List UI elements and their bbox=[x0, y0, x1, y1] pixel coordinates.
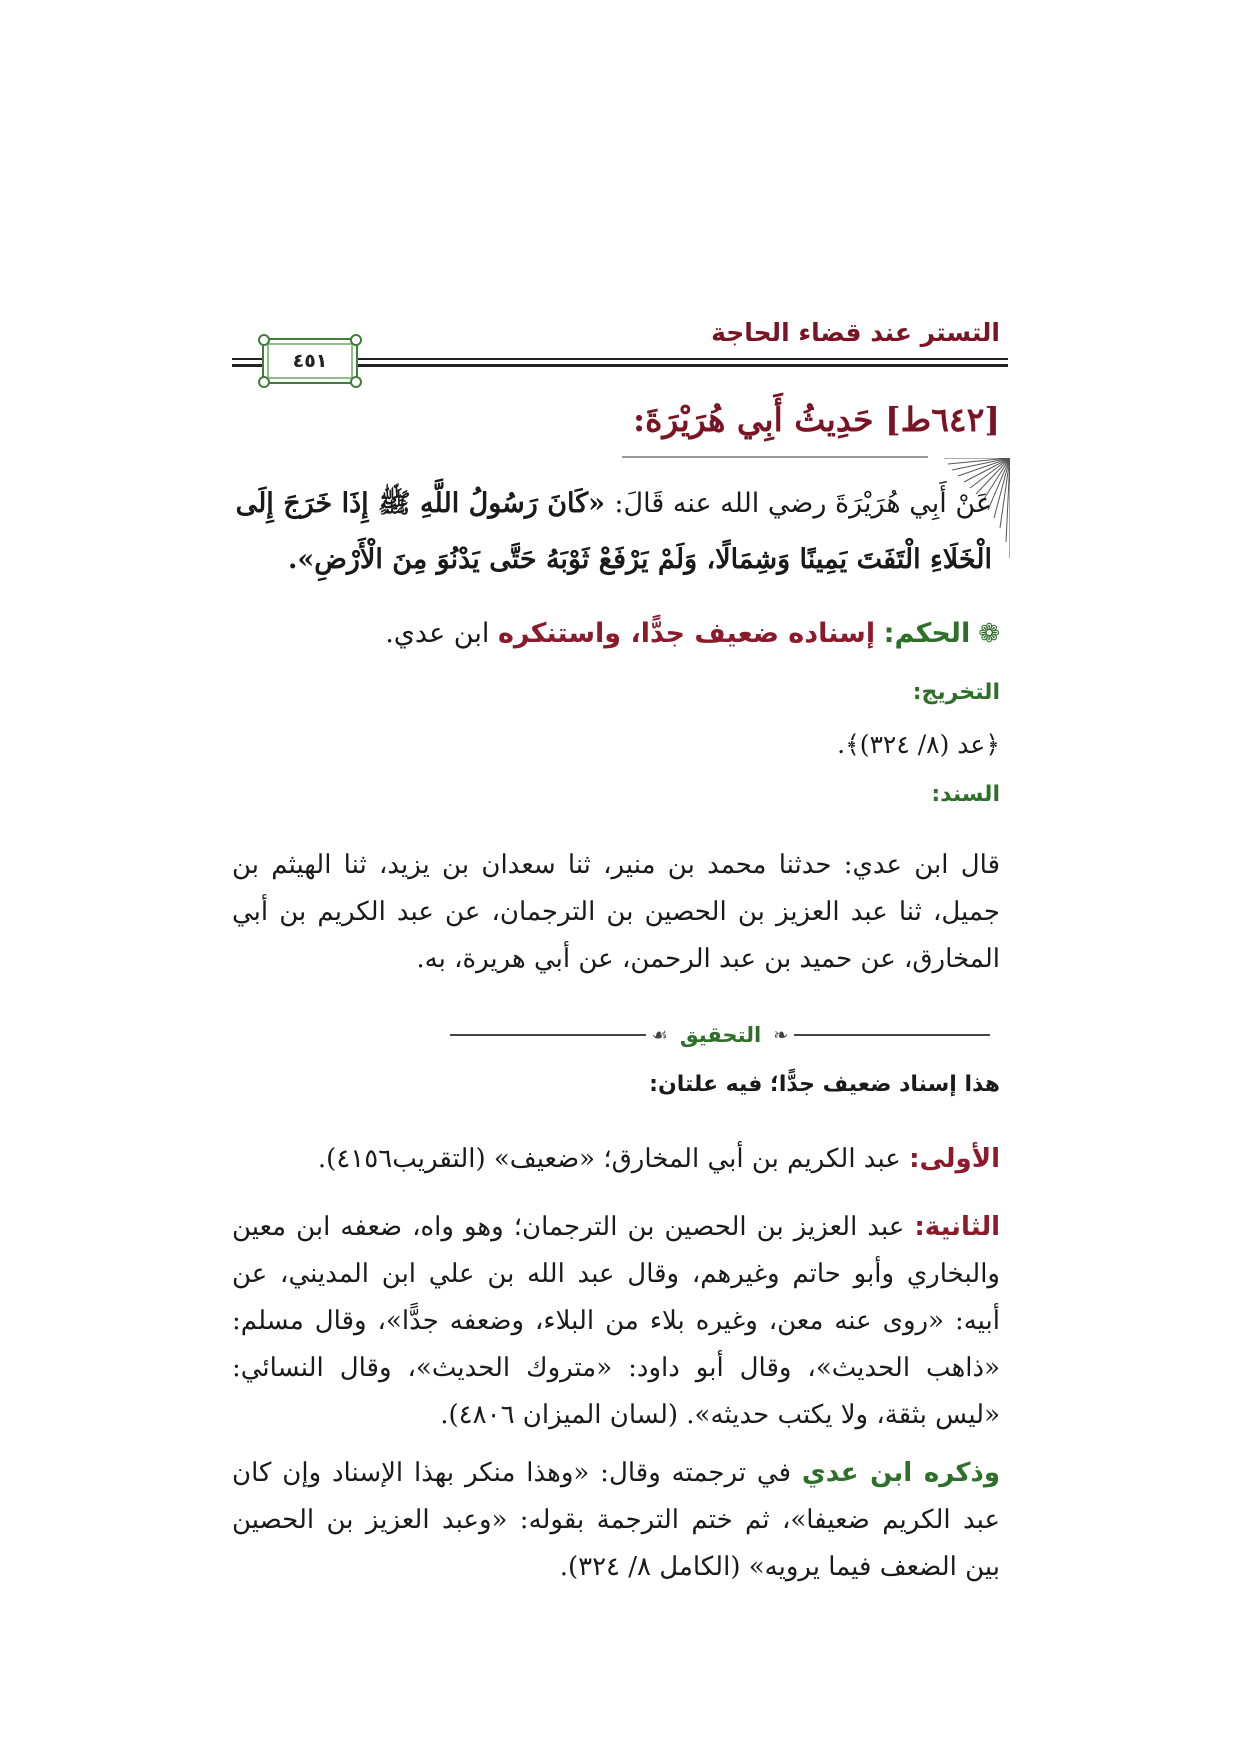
ibn-adi-paragraph bbox=[232, 1450, 1000, 1591]
first-defect bbox=[232, 1136, 1000, 1183]
second-defect bbox=[232, 1204, 1000, 1439]
ruling-by: ابن عدي. bbox=[385, 618, 490, 649]
hadith-text bbox=[232, 476, 992, 588]
page-number-badge bbox=[262, 338, 358, 384]
divider-ornament-icon: ❧ bbox=[773, 1024, 789, 1046]
second-defect-text: عبد العزيز بن الحصين بن الترجمان؛ وهو واه، ضعفه ابن معين والبخاري وأبو حاتم وغيرهم، وقال عبد الله بن علي ابن المديني، عن أبيه: «روى عنه معن، وغيره بلاء من البلاء، وضعفه جدًّا»، وقال مسلم: «ذاهب الحديث»، وقال أبو داود: «متروك الحديث»، وقال النسائي: «ليس بثقة، ولا يكتب حديثه». (لسان الميزان ٤٨٠٦). bbox=[232, 1212, 1000, 1430]
badge-ornament-icon bbox=[258, 376, 270, 388]
badge-ornament-icon bbox=[350, 376, 362, 388]
first-defect-label: الأولى: bbox=[909, 1144, 1000, 1174]
sanad-text: قال ابن عدي: حدثنا محمد بن منير، ثنا سعدان بن يزيد، ثنا الهيثم بن جميل، ثنا عبد العزيز بن الحصين بن الترجمان، عن عبد الكريم بن أبي المخارق، عن حميد بن عبد الرحمن، عن أبي هريرة، به. bbox=[232, 850, 1000, 974]
badge-ornament-icon bbox=[258, 334, 270, 346]
divider-line bbox=[450, 1034, 646, 1036]
ruling-label: الحكم: bbox=[883, 618, 971, 649]
ibn-adi-label: وذكره ابن عدي bbox=[801, 1458, 1001, 1488]
tahqiq-divider bbox=[450, 1020, 990, 1050]
narrator-intro: عَنْ أَبِي هُرَيْرَةَ رضي الله عنه قَالَ: bbox=[614, 488, 992, 519]
hadith-heading: [٦٤٢ط] حَدِيثُ أَبِي هُرَيْرَةَ: bbox=[632, 400, 1000, 439]
second-defect-label: الثانية: bbox=[914, 1212, 1000, 1242]
flower-ornament-icon: ❁ bbox=[978, 619, 1000, 649]
ruling-line bbox=[385, 614, 1000, 654]
divider-ornament-icon: ☙ bbox=[651, 1024, 668, 1046]
tahqiq-title: التحقيق bbox=[679, 1023, 762, 1047]
sanad-label: السند: bbox=[931, 782, 1000, 807]
divider-line bbox=[794, 1034, 990, 1036]
takhrij-reference: ﴿عد (٨/ ٣٢٤)﴾. bbox=[837, 730, 1000, 759]
page-number: ٤٥١ bbox=[292, 350, 328, 372]
running-title: التستر عند قضاء الحاجة bbox=[711, 318, 1000, 347]
ruling-verdict: إسناده ضعيف جدًّا، واستنكره bbox=[497, 618, 876, 649]
heading-underline bbox=[622, 456, 928, 458]
first-defect-text: عبد الكريم بن أبي المخارق؛ «ضعيف» (التقريب٤١٥٦). bbox=[317, 1144, 901, 1174]
ibn-adi-text: في ترجمته وقال: «وهذا منكر بهذا الإسناد وإن كان عبد الكريم ضعيفا»، ثم ختم الترجمة بقوله: «وعبد العزيز بن الحصين بين الضعف فيما يرويه» (الكامل ٨/ ٣٢٤). bbox=[232, 1458, 1000, 1582]
takhrij-label: التخريج: bbox=[912, 680, 1000, 705]
tahqiq-summary: هذا إسناد ضعيف جدًّا؛ فيه علتان: bbox=[649, 1072, 1000, 1097]
hadith-matn: «كَانَ رَسُولُ اللَّهِ ﷺ إِذَا خَرَجَ إِلَى الْخَلَاءِ الْتَفَتَ يَمِينًا وَشِمَالًا، وَلَمْ يَرْفَعْ ثَوْبَهُ حَتَّى يَدْنُوَ مِنَ الْأَرْضِ». bbox=[235, 488, 992, 575]
badge-ornament-icon bbox=[350, 334, 362, 346]
